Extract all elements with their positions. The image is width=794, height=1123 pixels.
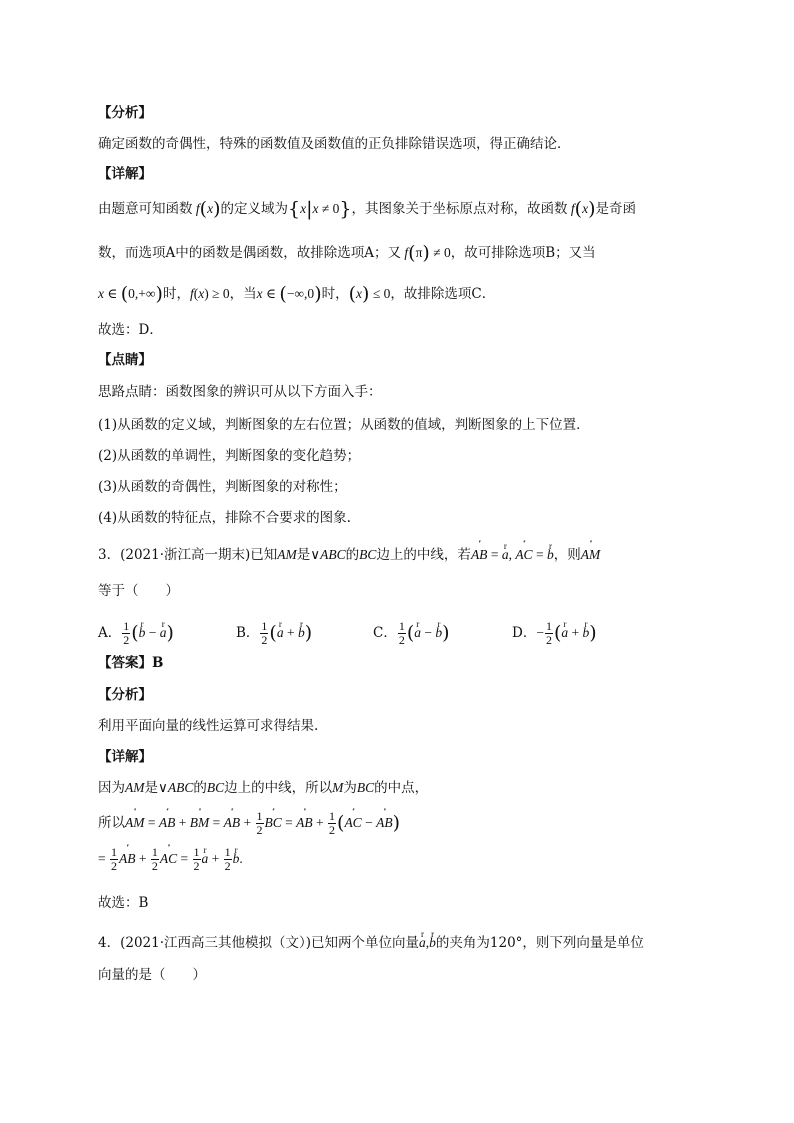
- option-b: B． $\frac{1}{2}$ (r a + r b): [236, 620, 312, 647]
- detail-line-1: 由题意可知函数 f(x)的定义域为{x|x ≠ 0}，其图象关于坐标原点对称，故函数 f(x)是奇函: [98, 198, 636, 220]
- question-3-stem-end: 等于（ ）: [98, 583, 179, 599]
- section-heading-remark: 【点睛】: [98, 352, 152, 368]
- remark-point: (2)从函数的单调性，判断图象的变化趋势；: [98, 448, 361, 464]
- question-3-stem: 3．(2021·浙江高一期末)已知AM是∨ABC的BC边上的中线，若′′ AB = r a, ′′ AC = r b，则′′ AM: [98, 546, 600, 564]
- analysis-text: 利用平面向量的线性运算可求得结果.: [98, 718, 319, 734]
- answer-line: 故选：D．: [98, 322, 163, 338]
- remark-intro: 思路点睛：函数图象的辨识可从以下方面入手：: [98, 384, 382, 400]
- remark-point: (4)从函数的特征点，排除不合要求的图象.: [98, 510, 351, 526]
- remark-point: (3)从函数的奇偶性，判断图象的对称性；: [98, 479, 347, 495]
- question-4-stem: 4．(2021·江西高三其他模拟（文）)已知两个单位向量r a,r b的夹角为120°，则下列向量是单位: [98, 934, 644, 952]
- option-c: C． $\frac{1}{2}$ (r a − r b): [373, 620, 450, 647]
- section-heading-detail: 【详解】: [98, 166, 152, 182]
- remark-point: (1)从函数的定义域，判断图象的左右位置；从函数的值域，判断图象的上下位置．: [98, 417, 590, 433]
- section-heading-detail: 【详解】: [98, 749, 152, 765]
- answer-line: 故选：B: [98, 895, 149, 911]
- detail-line-2: 数，而选项A中的函数是偶函数，故排除选项A；又 f(π) ≠ 0，故可排除选项B；又当: [98, 242, 596, 264]
- detail-line-3: = $\frac{1}{2}$ ′′ AB + $\frac{1}{2}$ ′′ AC = $\frac{1}{2}$ r a + $\frac{1}{2}$ r b.: [98, 846, 243, 882]
- question-3-options: [98, 612, 658, 646]
- answer-label: 【答案】B: [98, 655, 164, 671]
- analysis-text: 确定函数的奇偶性，特殊的函数值及函数值的正负排除错误选项，得正确结论．: [98, 136, 571, 152]
- option-a: A． $\frac{1}{2}$ (r b − r a): [98, 620, 174, 647]
- section-heading-analysis: 【分析】: [98, 105, 152, 121]
- option-d: D．− $\frac{1}{2}$ (r a + r b): [512, 620, 597, 647]
- detail-line-3: x ∈ (0,+∞)时，f(x) ≥ 0，当x ∈ (−∞,0)时，(x) ≤ 0，故排除选项C．: [98, 283, 496, 305]
- detail-line-2: 所以′′ AM = ′′ AB + ′′ BM = ′′ AB + $\frac{1}{2}$ ′′ BC = ′′ AB + $\frac{1}{2}$ (′′ AC − ′′ AB): [98, 810, 400, 846]
- section-heading-analysis: 【分析】: [98, 687, 152, 703]
- detail-line-1: 因为AM是∨ABC的BC边上的中线，所以M为BC的中点，: [98, 780, 429, 796]
- question-4-stem-end: 向量的是（ ）: [98, 967, 206, 983]
